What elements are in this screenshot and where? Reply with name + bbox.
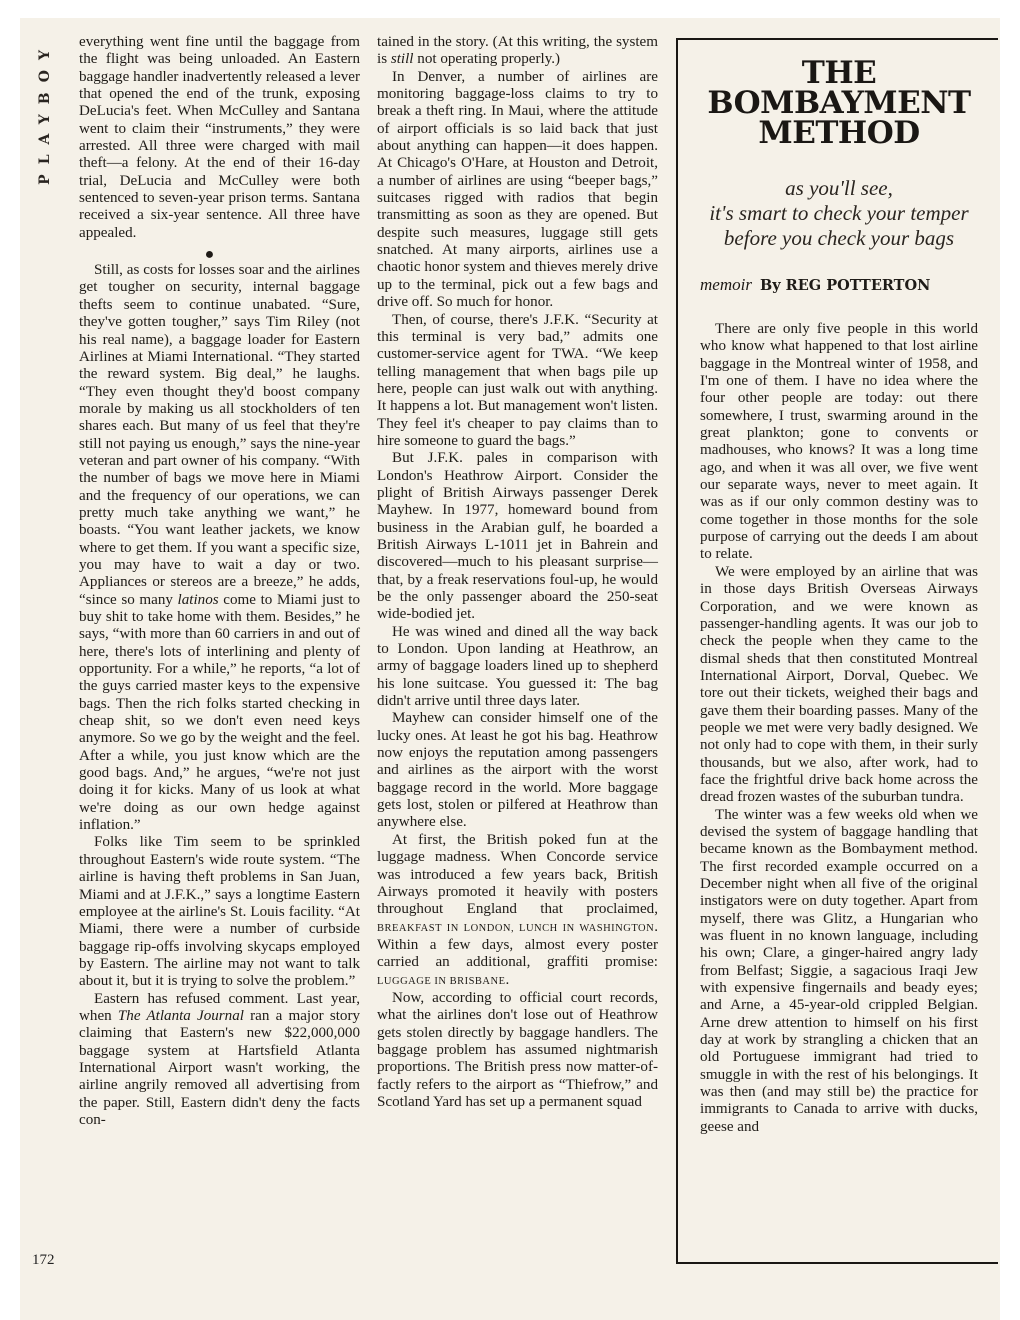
- paragraph: In Denver, a number of airlines are monitoring baggage-loss claims to try to break a theft ring. In Maui, where the attitude of airport officials is so laid back that just about anything can happen—it does happen. At Chicago's O'Hare, at Houston and Detroit, a number of airlines are using “beeper bags,” suitcases rigged with radios that begin transmitting as soon as they are opened. But despite such measures, luggage still gets snatched. At many airports, airlines use a chaotic honor system and thieves merely drive up to the terminal, pick out a few bags and drive off. So much for honor.: [377, 68, 658, 311]
- paragraph: We were employed by an airline that was in those days British Overseas Airways Corporation, and we were known as passenger-handling agents. It was our job to check the people when they came to the dismal sheds that then constituted Montreal International Airport, Dorval, Quebec. We tore out their tickets, weighed their bags and gave them their boarding passes. Many of the people we met were very badly designed. We not only had to cope with them, in their surly thousands, but we also, after work, had to face the frightful drive back home across the dread frozen wastes of the suburban tundra.: [700, 563, 978, 806]
- section-divider-dot: ●: [204, 246, 215, 264]
- paragraph: Now, according to official court records, what the airlines don't lose out of Heathrow gets stolen directly by baggage handlers. The baggage problem has assumed nightmarish proportions. The British press now matter-of-factly refers to the airport as “Thiefrow,” and Scotland Yard has set up a permanent squad: [377, 989, 658, 1110]
- paragraph: Mayhew can consider himself one of the lucky ones. At least he got his bag. Heathrow now enjoys the reputation among passengers and airlines as the airport with the worst baggage record in the world. More baggage gets lost, stolen or pilfered at Heathrow than anywhere else.: [377, 710, 658, 831]
- paragraph: Eastern has refused comment. Last year, when The Atlanta Journal ran a major story claiming that Eastern's new $22,000,000 baggage system at Hartsfield Atlanta International Airport wasn't working, the airline angrily removed all advertising from the paper. Still, Eastern didn't deny the facts con-: [79, 990, 361, 1128]
- sidebar-body: [700, 321, 978, 1136]
- article-column-2: [377, 34, 658, 1111]
- sidebar-article-box: [676, 38, 998, 1264]
- sidebar-title: THE BOMBAYMENT METHOD: [707, 55, 971, 151]
- paragraph: But J.F.K. pales in comparison with London's Heathrow Airport. Consider the plight of British Airways passenger Derek Mayhew. In 1977, homeward bound from business in the Arabian gulf, he boarded a British Airways L-1011 jet in Bahrein and discovered—much to his pleasant surprise—that, by a freak reservations foul-up, he would be the only passenger aboard the 250-seat wide-bodied jet.: [377, 450, 658, 623]
- paragraph: The winter was a few weeks old when we devised the system of baggage handling that became known as the Bombayment method. The first recorded example occurred on a December night when all five of the original instigators were on duty together. Apart from myself, there was Glitz, a Hungarian who was fluent in no known language, including his own; Clare, a ginger-haired angry lady from Belfast; Siggie, a sagacious Iraqi Jew with expensive fingernails and beady eyes; and Arne, a 45-year-old crippled Belgian. Arne drew attention to himself on his first day at work by strangling a chicken that an old Portuguese immigrant had tried to smuggle in with the rest of his belongings. It was then (and may still be) the practice for immigrants to Canada to arrive with ducks, geese and: [700, 806, 978, 1135]
- paragraph: Then, of course, there's J.F.K. “Security at this terminal is very bad,” admits one customer-service agent for TWA. “We keep telling management that when bags pile up here, people can just walk out with anything. It happens a lot. But management won't listen. They feel it's cheaper to pay claims than to hire someone to guard the bags.”: [377, 311, 658, 449]
- page-number: 172: [32, 1252, 55, 1268]
- paragraph: Folks like Tim seem to be sprinkled throughout Eastern's wide route system. “The airline is having theft problems in San Juan, Miami and at J.F.K.,” says a longtime Eastern employee at the airline's St. Louis facility. “At Miami, there were a number of curbside baggage rip-offs involving skycaps employed by Eastern. The airline may not want to talk about it, but it is trying to solve the problem.”: [79, 834, 360, 990]
- paragraph: Still, as costs for losses soar and the airlines get tougher on security, internal baggage thefts seem to continue unabated. “Sure, they've gotten tougher,” says Tim Riley (not his real name), a baggage loader for Eastern Airlines at Miami International. “They started the reward system. Big deal,” he laughs. “They even thought they'd boost company morale by making us all stockholders of ten shares each. But many of us feel that they're still not paying us enough,” says the nine-year veteran and part owner of his company. “With the number of bags we move here in Miami and the frequency of our operations, we can pretty much take anything we want,” he boasts. “You want leather jackets, we know where to get them. If you want a specific size, you may have to wait a day or two. Appliances or stereos are a breeze,” he adds, “since so many latinos come to Miami just to buy shit to take home with them. Besides,” he says, “with more than 60 carriers in and out of here, there's lots of interlining and plenty of opportunity. For a while,” he reports, “a lot of the guys carried master keys to the expensive bags. Then the rich folks started checking in cheap shit, so we don't even need keys anymore. So we go by the weight and the feel. After a while, you just know which are the good bags. And,” he argues, “we're not just doing it for kicks. Many of us look at what we're doing as our own hedge against inflation.”: [79, 262, 360, 834]
- byline: [700, 275, 978, 295]
- article-column-1: [79, 34, 360, 1129]
- paragraph: At first, the British poked fun at the luggage madness. When Concorde service was introduced a few years back, British Airways promoted it heavily with posters throughout England that proclaimed, BREAKFAST IN LONDON, LUNCH IN WASHINGTON. Within a few days, almost every poster carried an additional, graffiti promise: LUGGAGE IN BRISBANE.: [377, 831, 658, 988]
- sidebar-deck: as you'll see, it's smart to check your temper before you check your bags: [709, 176, 969, 250]
- running-head: PLAYBOY: [37, 40, 53, 185]
- paragraph: everything went fine until the baggage from the flight was being unloaded. An Eastern baggage handler inadvertently released a lever that opened the end of the trunk, exposing DeLucia's feet. When McCulley and Santana went to claim their “instruments,” they were arrested. All three were charged with mail theft—a felony. At the end of their 16-day trial, DeLucia and McCulley were both sentenced to seven-year prison terms. Santana received a six-year sentence. All three have appealed.: [79, 34, 360, 241]
- magazine-page: [20, 18, 1000, 1320]
- paragraph: There are only five people in this world who know what happened to that lost airline baggage in the Montreal winter of 1958, and I'm one of them. I have no idea where the four other people are today: out there somewhere, I trust, swarming around in the great plankton; gone to convents or madhouses, who knows? It was a long time ago, and when it was all over, we five went our separate ways, never to meet again. It was as if our only common destiny was to come together in those months for the sole purpose of carrying out the deeds I am about to relate.: [700, 321, 978, 563]
- paragraph: tained in the story. (At this writing, the system is still not operating properly.): [377, 34, 658, 68]
- byline-kind: memoir: [700, 275, 752, 294]
- paragraph: He was wined and dined all the way back to London. Upon landing at Heathrow, an army of baggage loaders lined up to shepherd his lone suitcase. You guessed it: The bag didn't arrive until three days later.: [377, 623, 658, 710]
- byline-author: By REG POTTERTON: [759, 277, 931, 294]
